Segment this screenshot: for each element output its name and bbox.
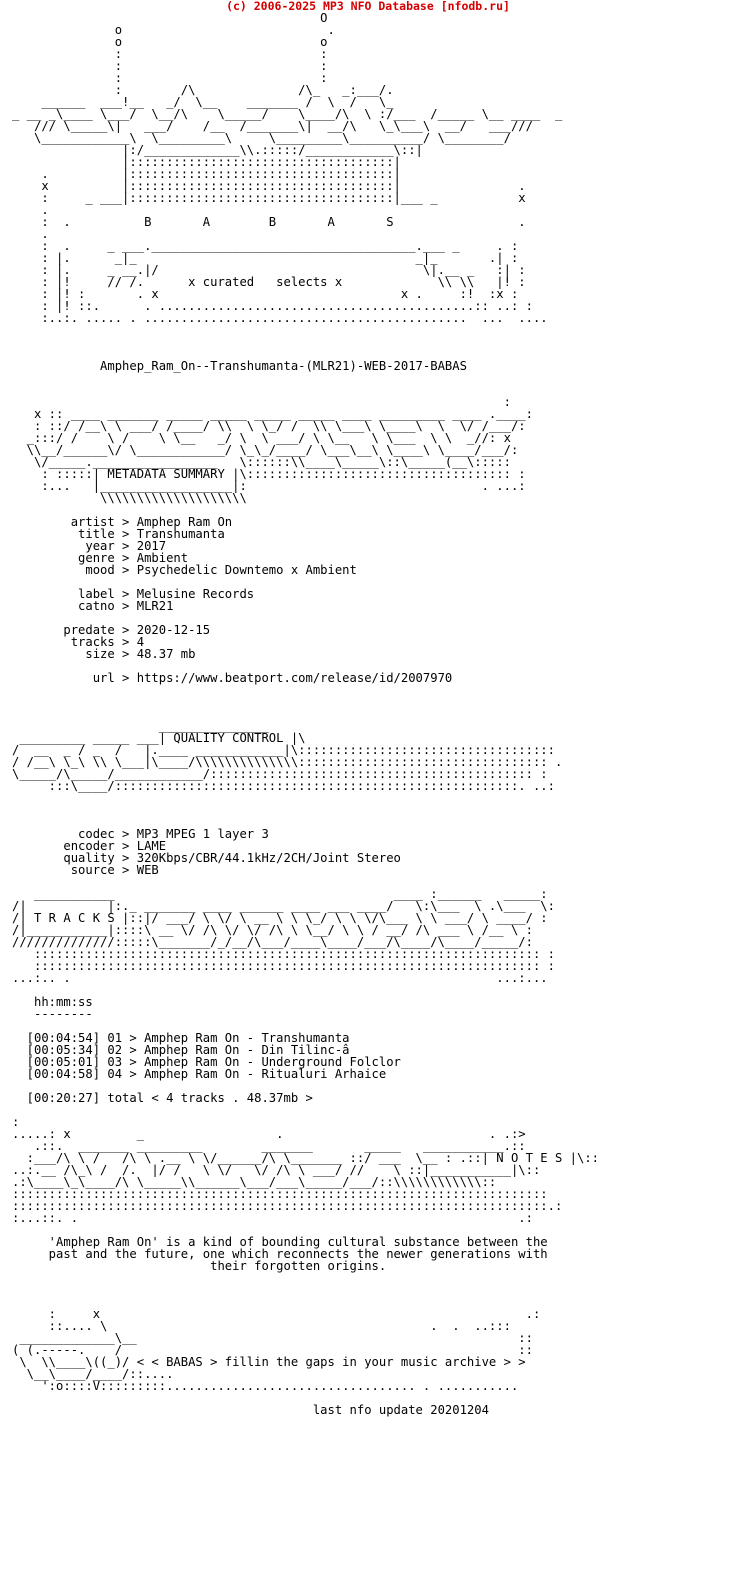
nfo-line: \\__/______\/ \____________/ \_\_/____/ \___\__\ \____\ \____/___/:: [12, 443, 519, 457]
nfo-line: /| T R A C K S |::|/ ___/ \ \/ \ __ \ \ \_/ \ \ \/\___ \ \ ___/ \ ____/ :: [12, 911, 548, 925]
nfo-text-body: [12, 12, 599, 1416]
nfo-line: [00:20:27] total < 4 tracks . 48.37mb >: [12, 1091, 313, 1105]
nfo-line: quality > 320Kbps/CBR/44.1kHz/2CH/Joint Stereo: [12, 851, 401, 865]
nfo-line: O: [12, 11, 328, 25]
nfo-line: ...:.. . ...:...: [12, 971, 548, 985]
nfo-line: artist > Amphep Ram On: [12, 515, 233, 529]
nfo-line: mood > Psychedelic Downtemo x Ambient: [12, 563, 357, 577]
nfo-line: ':o::::V:::::::::.................................. . ...........: [12, 1379, 519, 1393]
nfo-line: label > Melusine Records: [12, 587, 255, 601]
nfo-line: :___/\ \ / /\ \ .__ \ \/______/\ \_______ ::/ ___ \__ : .::| N O T E S |\::: [12, 1151, 599, 1165]
nfo-line: _:::/ / \ / \ \__ _/ \ \ ___/ \ \__ \ \___ \ \ _//: x: [12, 431, 511, 445]
nfo-line: : . B A B A S .: [12, 215, 526, 229]
nfo-line: . |::::::::::::::::::::::::::::::::::::|: [12, 167, 401, 181]
nfo-line: genre > Ambient: [12, 551, 189, 565]
nfo-line: [00:05:01] 03 > Amphep Ram On - Underground Folclor: [12, 1055, 401, 1069]
nfo-line: _ __ _\____ \___/ \__/\ \_____/ \____/\ \ :/___ /_____ \__ ____ _: [12, 107, 563, 121]
nfo-line: past and the future, one which reconnects the newer generations with: [12, 1247, 548, 1261]
nfo-line: \ \\____\((_)/ < < BABAS > fillin the gaps in your music archive > >: [12, 1355, 526, 1369]
nfo-line: _____________\__ ::: [12, 1331, 533, 1345]
nfo-line: |::::::::::::::::::::::::::::::::::::|: [12, 155, 401, 169]
nfo-line: ::::::::::::::::::::::::::::::::::::::::::::::::::::::::::::::::::::: :: [12, 947, 555, 961]
nfo-line: :: [12, 1115, 20, 1129]
nfo-line: size > 48.37 mb: [12, 647, 196, 661]
nfo-line: : |. _|_ _|_ .| :: [12, 251, 519, 265]
nfo-line: : :: [12, 71, 328, 85]
nfo-line: : |! // /. x curated selects x \\ \\ |! :: [12, 275, 526, 289]
nfo-line: hh:mm:ss: [12, 995, 93, 1009]
nfo-line: : :::::| METADATA SUMMARY |\:::::::::::::::::::::::::::::::::::: :: [12, 467, 526, 481]
nfo-line: catno > MLR21: [12, 599, 174, 613]
nfo-line: .:\____\_\____/\ \_____\\______\___/___\_____/___/::\\\\\\\\\\\\::: [12, 1175, 497, 1189]
nfo-line: / /__\ \_\ \\ \___|\____/\\\\\\\\\\\\\\:::::::::::::::::::::::::::::::::: .: [12, 755, 563, 769]
nfo-line: : _ ___|::::::::::::::::::::::::::::::::::::|___ _ x: [12, 191, 526, 205]
nfo-line: :::::::::::::::::::::::::::::::::::::::::::::::::::::::::::::::::::::::::.:: [12, 1199, 563, 1213]
nfo-line: .::. _______ _________ _______ _____ ___________.::: [12, 1139, 526, 1153]
nfo-line: predate > 2020-12-15: [12, 623, 211, 637]
nfo-line: : . _ ___.____________________________________.___ _ . :: [12, 239, 519, 253]
nfo-line: :::::::::::::::::::::::::::::::::::::::::::::::::::::::::::::::::::::::::: [12, 1187, 548, 1201]
nfo-line: \__\____/____/::....: [12, 1367, 174, 1381]
nfo-line: 'Amphep Ram On' is a kind of bounding cultural substance between the: [12, 1235, 548, 1249]
nfo-line: :...::. . .:: [12, 1211, 533, 1225]
nfo-line: Amphep_Ram_On--Transhumanta-(MLR21)-WEB-2017-BABAS: [12, 359, 467, 373]
nfo-line: \____________\ \_________\ \_________\__________/ \________/: [12, 131, 511, 145]
nfodb-credit-header: (c) 2006-2025 MP3 NFO Database [nfodb.ru]: [226, 0, 510, 13]
nfo-line: / __ _ / _ / |.____ ____________|\:::::::::::::::::::::::::::::::::::: [12, 743, 555, 757]
nfo-line: : /\ /\_ _:___/.: [12, 83, 394, 97]
nfo-line: : x .:: [12, 1307, 541, 1321]
nfo-line: /// \_____\| ___/ /__ /_______\| __/\ \_\___\ __/ ___///: [12, 119, 533, 133]
nfo-line: _________ _____ ___| QUALITY CONTROL |\: [12, 731, 306, 745]
nfo-line: title > Transhumanta: [12, 527, 225, 541]
nfo-line: \_____/\_____/____________/:::::::::::::::::::::::::::::::::::::::::::: :: [12, 767, 548, 781]
nfo-line: ..:.__ /\_\ / /. |/ / \ \/ \/ /\ \ ___/ // \ ::|___________|\::: [12, 1163, 541, 1177]
nfo-line: o o: [12, 35, 328, 49]
nfo-line: ::.... \ . . ..:::: [12, 1319, 511, 1333]
nfo-line: .: [12, 227, 49, 241]
nfo-line: o .: [12, 23, 335, 37]
nfo-line: --------: [12, 1007, 93, 1021]
nfo-line: source > WEB: [12, 863, 159, 877]
nfo-line: codec > MP3 MPEG 1 layer 3: [12, 827, 269, 841]
nfo-line: //////////////:::::\_______/_/__/\___/____\____/___/\____/\____/_____/:: [12, 935, 533, 949]
nfo-line: url > https://www.beatport.com/release/id/2007970: [12, 671, 453, 685]
nfo-line: .: [12, 203, 49, 217]
nfo-line: |:/_____________\\.:::::/____________\::|: [12, 143, 423, 157]
nfo-line: [00:04:58] 04 > Amphep Ram On - Ritualuri Arhaice: [12, 1067, 387, 1081]
nfo-line: : :: [12, 59, 328, 73]
nfo-line: :... |__________________|: . ...:: [12, 479, 526, 493]
nfo-line: x |::::::::::::::::::::::::::::::::::::| .: [12, 179, 526, 193]
nfo-line: :::\____/:::::::::::::::::::::::::::::::::::::::::::::::::::::::. ..:: [12, 779, 555, 793]
nfo-line: ______ ___!__ _/ \__ _______ / \ / \_: [12, 95, 394, 109]
nfo-line: their forgotten origins.: [12, 1259, 387, 1273]
nfo-line: : |! ::. . ...........................................:: ..: :: [12, 299, 533, 313]
nfo-line: ( (.-----. / ::: [12, 1343, 533, 1357]
nfo-line: [00:04:54] 01 > Amphep Ram On - Transhumanta: [12, 1031, 350, 1045]
nfo-line: : |! : . x x . :! :x :: [12, 287, 519, 301]
nfo-line: \\\\\\\\\\\\\\\\\\\\: [12, 491, 247, 505]
nfo-line: : ::/ /__\ \ ___/ /____/ \\ \ \_/ / \\ \___\ \____\ \ \/ /___/:: [12, 419, 526, 433]
nfo-line: ::::::::::::::::::::::::::::::::::::::::::::::::::::::::::::::::::::: :: [12, 959, 555, 973]
nfo-line: :..:. ..... . ............................................ ... ....: [12, 311, 548, 325]
nfo-line: [00:05:34] 02 > Amphep Ram On - Din Tilinc-â: [12, 1043, 350, 1057]
nfo-line: /| |:._ _______ ____ ______ ____ ___ ____/ \:\___ \ .\___ \:: [12, 899, 555, 913]
nfo-line: last nfo update 20201204: [12, 1403, 489, 1417]
nfo-line: encoder > LAME: [12, 839, 167, 853]
nfo-line: : |. _ __.|/ \|.__ _ :| :: [12, 263, 526, 277]
nfo-line: year > 2017: [12, 539, 167, 553]
nfo-line: x :: ____ _______ _____ _____ _____ _____ ____ _________ ____ .____:: [12, 407, 533, 421]
nfo-line: tracks > 4: [12, 635, 145, 649]
nfo-line: : :: [12, 47, 328, 61]
nfo-line: /|___________|::::\ __ \/ /\ \/ \/ /\ \ \__/ \ \ / __/ /\ ___ \ /__ \ :: [12, 923, 533, 937]
nfo-line: \/_____._________________ \::::::\\____\_____\::\_____(__\:::::: [12, 455, 511, 469]
nfo-line: ___________ ____ :______ _____:: [12, 887, 548, 901]
nfo-line: :: [12, 395, 511, 409]
nfo-line: .....: x _ . . .:>: [12, 1127, 526, 1141]
nfo-line: _______________: [12, 719, 269, 733]
